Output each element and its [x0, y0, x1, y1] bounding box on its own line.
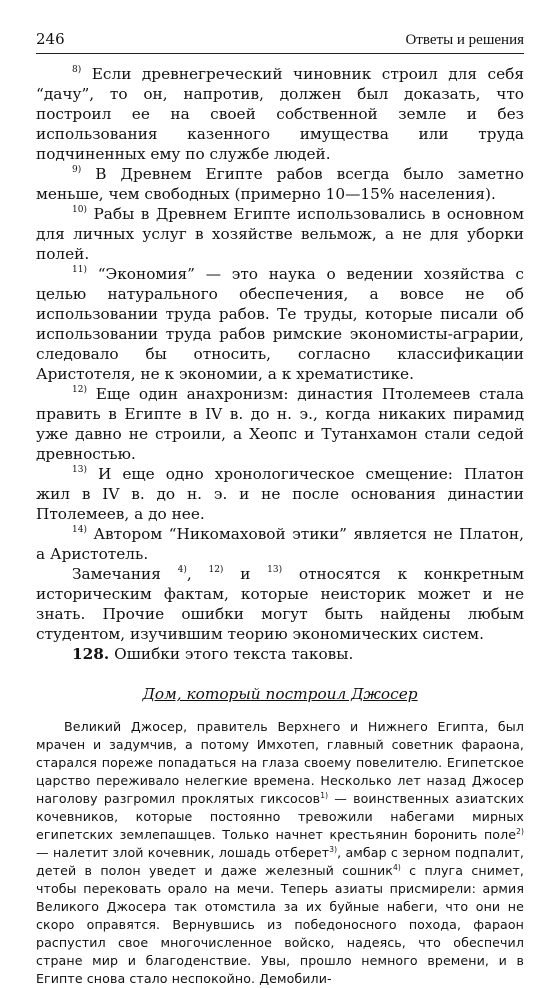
notes-list [36, 64, 524, 644]
story-segment: Великий Джосер, правитель Верхнего и Нижнего Египта, был мрачен и задумчив, а потому Имхотеп, главный советник фараона, старался пореже попадаться на глаза своему повелителю. Египетское царство переживало нелегкие времена. Несколько лет назад Джосер наголову разгромил проклятых гиксосов [36, 719, 524, 806]
remark-text: Замечания [72, 565, 178, 583]
note-text: Автором “Никомаховой этики” является не Платон, а Аристотель. [36, 525, 524, 563]
story-segment: , амбар с зерном подпалит, детей в полон уведет и даже железный сошник [36, 845, 524, 878]
note-marker: 13) [72, 464, 87, 475]
note-text: В Древнем Египте рабов всегда было заметно меньше, чем свободных (примерно 10—15% населения). [36, 165, 524, 203]
story-note-ref: 4) [392, 862, 401, 872]
remark-text: , [186, 565, 209, 583]
note-text: И еще одно хронологическое смещение: Платон жил в IV в. до н. э. и не после основания династии Птолемеев, а до нее. [36, 465, 524, 523]
story-note-ref: 3) [329, 844, 338, 854]
remark-paragraph [36, 564, 524, 644]
note-13 [36, 464, 524, 524]
story-title: Дом, который построил Джосер [142, 685, 418, 703]
story-text [36, 718, 524, 988]
book-page [36, 30, 524, 988]
note-12 [36, 384, 524, 464]
note-ref: 13) [267, 564, 283, 575]
note-ref: 4) [177, 564, 187, 575]
note-9 [36, 164, 524, 204]
note-marker: 8) [72, 64, 82, 75]
note-text: “Экономия” — это наука о ведении хозяйства с целью натурального обеспечения, а вовсе не об использовании труда рабов. Те труды, которые писали об использовании труда рабов римские экономисты-аграрии, следовало бы относить, согласно классификации Аристотеля, не к экономии, а к хрематистике. [36, 265, 524, 383]
running-header [36, 30, 524, 54]
note-text: Еще один анахронизм: династия Птолемеев стала править в Египте в IV в. до н. э., когда никаких пирамид уже давно не строили, а Хеопс и Тутанхамон стали седой древностью. [36, 385, 524, 463]
story-segment: — воинственных азиатских кочевников, которые постоянно тревожили набегами мирных египетских землепашцев. Только начнет крестьянин боронить поле [36, 791, 525, 842]
note-text: Если древнегреческий чиновник строил для себя “дачу”, то он, напротив, должен был доказать, что построил ее на своей собственной земле и без использования казенного имущества или труда подчиненных ему по службе людей. [36, 65, 524, 163]
section-title: Ответы и решения [405, 32, 524, 48]
page-number: 246 [36, 30, 65, 48]
story-note-ref: 1) [320, 790, 329, 800]
problem-text: Ошибки этого текста таковы. [109, 645, 354, 663]
note-marker: 14) [72, 524, 87, 535]
note-8 [36, 64, 524, 164]
problem-128 [36, 644, 524, 664]
note-marker: 10) [72, 204, 87, 215]
note-marker: 9) [72, 164, 82, 175]
note-10 [36, 204, 524, 264]
story-segment: — налетит злой кочевник, лошадь отберет [36, 845, 330, 860]
story-note-ref: 2) [516, 826, 524, 836]
note-marker: 11) [72, 264, 87, 275]
problem-number: 128. [72, 645, 110, 663]
story-segment: с плуга снимет, чтобы перековать орало на мечи. Теперь азиаты присмирели: армия Великого Джосера так отомстила за их буйные набеги, что они не скоро оправятся. Вернувшись из победоносного похода, фараон распустил свое многочисленное войско, надеясь, что обеспечил стране мир и благоденствие. Увы, прошло немного времени, и в Египте снова стало неспокойно. Демобили- [36, 863, 524, 986]
note-marker: 12) [72, 384, 87, 395]
note-text: Рабы в Древнем Египте использовались в основном для личных услуг в хозяйстве вельмож, а не для уборки полей. [36, 205, 524, 263]
remark-text: и [223, 565, 268, 583]
note-ref: 12) [208, 564, 224, 575]
note-14 [36, 524, 524, 564]
remark-text: относятся к конкретным историческим фактам, которые неисторик может и не знать. Прочие ошибки могут быть найдены любым студентом, изучившим теорию экономических систем. [36, 565, 524, 643]
note-11 [36, 264, 524, 384]
